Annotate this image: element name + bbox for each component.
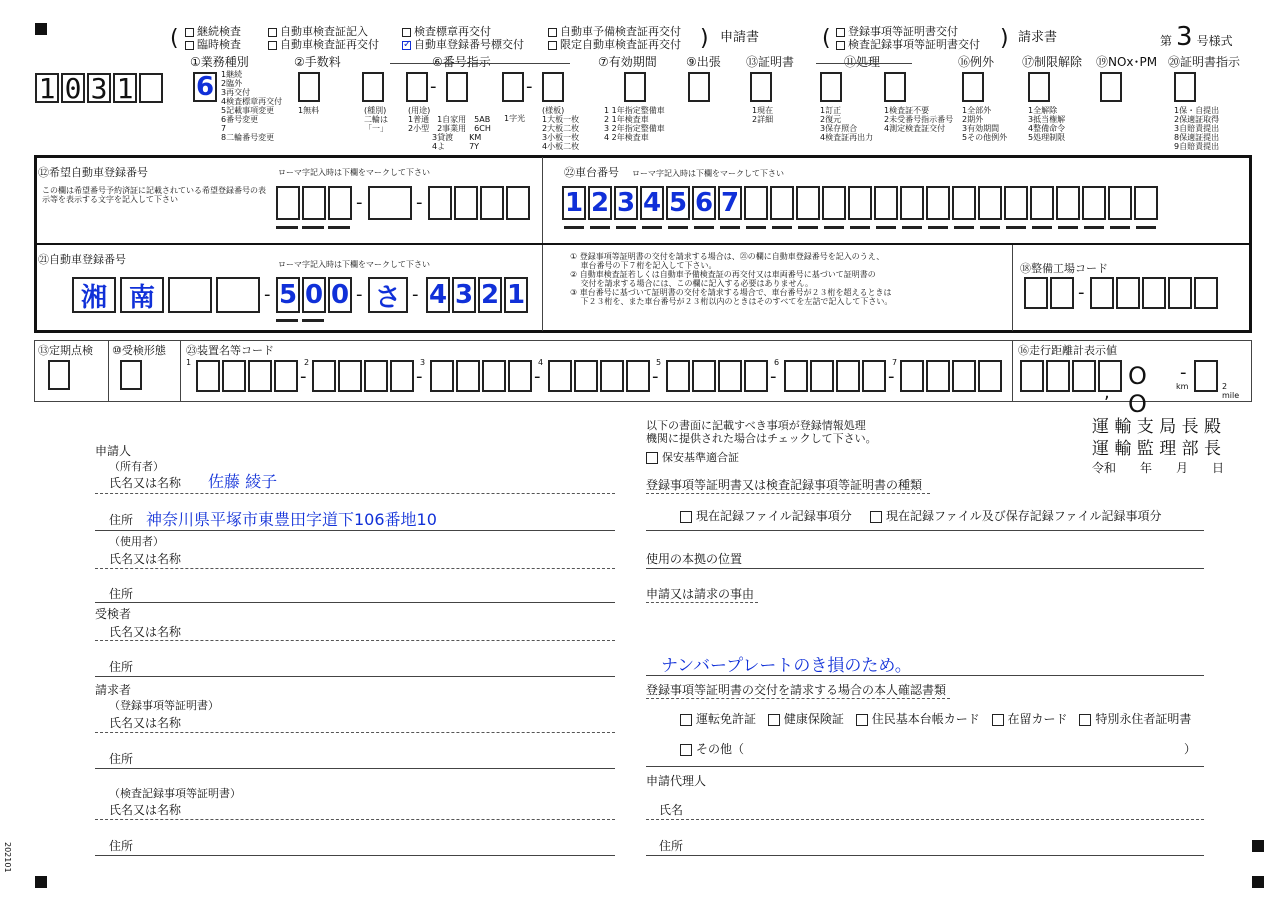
chassis-digit[interactable] xyxy=(1134,186,1158,220)
owner-address[interactable]: 神奈川県平塚市東豊田字道下106番地10 xyxy=(146,510,437,529)
device-digit[interactable] xyxy=(456,360,480,392)
device-digit[interactable] xyxy=(222,360,246,392)
requester-name-label: 氏名又は名称 xyxy=(109,716,182,730)
f6-notes-use: (用途) 1普通 1自家用 5AB 2小型 2事業用 6CH 3貸渡 KM 4よ 7Y xyxy=(408,106,491,151)
reg-roman-mark[interactable] xyxy=(302,319,324,322)
owner-name[interactable]: 佐藤 綾子 xyxy=(208,472,278,491)
reg-class-digit[interactable]: 0 xyxy=(328,277,352,313)
device-digit[interactable] xyxy=(718,360,742,392)
check-plate-issue[interactable]: ✓ 自動車登録番号標交付 xyxy=(403,38,524,51)
examinee-name-label: 氏名又は名称 xyxy=(109,625,182,639)
reg-class-digit[interactable]: 0 xyxy=(302,277,326,313)
check-temporary[interactable]: 臨時検査 xyxy=(185,38,241,51)
f16-notes: 1全部外 2期外 3有効期間 5その他例外 xyxy=(962,106,1008,142)
id-doc-residence[interactable]: 在留カード xyxy=(992,712,1068,726)
reg-place-char[interactable]: 湘 xyxy=(72,277,116,313)
agent-address-line xyxy=(646,855,1204,856)
header-checks-col5 xyxy=(836,25,980,51)
reg-label: ㉑自動車登録番号 xyxy=(38,253,126,266)
device-label: ㉓装置名等コード xyxy=(186,344,274,357)
f16-exception-box[interactable] xyxy=(962,72,984,102)
odometer-digit[interactable] xyxy=(1072,360,1096,392)
reg-dash: - xyxy=(264,284,271,305)
odometer-digit[interactable] xyxy=(1020,360,1044,392)
desired-box[interactable] xyxy=(506,186,530,220)
f11-bracket xyxy=(816,63,912,64)
chassis-digit[interactable]: 6 xyxy=(692,186,716,220)
id-doc-insurance[interactable]: 健康保険証 xyxy=(768,712,844,726)
chassis-roman-mark[interactable] xyxy=(928,226,948,229)
agent-label: 申請代理人 xyxy=(646,774,707,788)
header-checks-col4 xyxy=(548,25,681,51)
registration-mark-bottom-left xyxy=(35,876,47,888)
roman-mark[interactable] xyxy=(302,226,324,229)
chassis-roman-mark[interactable] xyxy=(668,226,688,229)
office-code-digit[interactable]: 0 xyxy=(61,73,85,103)
device-group-index: 4 xyxy=(538,358,544,367)
factory-digit[interactable] xyxy=(1090,277,1114,309)
f6-bracket xyxy=(390,63,570,64)
factory-label: ⑱整備工場コード xyxy=(1020,262,1108,275)
chassis-roman-mark[interactable] xyxy=(1136,226,1156,229)
device-digit[interactable] xyxy=(600,360,624,392)
desired-box[interactable] xyxy=(328,186,352,220)
chassis-digit[interactable] xyxy=(900,186,924,220)
requester-address-line xyxy=(95,768,615,769)
requester2-address-label: 住所 xyxy=(109,839,134,853)
applicant-label: 申請人 xyxy=(95,444,132,458)
header-checks-col3 xyxy=(402,25,524,51)
f17-label: ⑰制限解除 xyxy=(1022,55,1083,69)
id-doc-other-close: ） xyxy=(1184,742,1197,756)
odometer-comma: , xyxy=(1104,382,1110,403)
chassis-roman-mark[interactable] xyxy=(642,226,662,229)
chassis-roman-mark[interactable] xyxy=(954,226,974,229)
chassis-roman-mark[interactable] xyxy=(824,226,844,229)
request-title: 請求書 xyxy=(1018,30,1058,45)
reg-number-digit[interactable]: 4 xyxy=(426,277,450,313)
reason-underline xyxy=(646,602,758,603)
desired-roman-note: ローマ字記入時は下欄をマークして下さい xyxy=(278,168,430,177)
f6-use-box-2[interactable] xyxy=(446,72,468,102)
inspection-label: ⑩受検形態 xyxy=(112,344,166,357)
chassis-digit[interactable] xyxy=(796,186,820,220)
odometer-dash: - xyxy=(1180,362,1187,383)
user-name-line xyxy=(95,568,615,569)
f19-label: ⑲NOx･PM xyxy=(1096,55,1158,69)
desired-box[interactable] xyxy=(276,186,300,220)
f20-cert-instr-box[interactable] xyxy=(1174,72,1196,102)
desired-box[interactable] xyxy=(428,186,452,220)
periodic-label: ⑬定期点検 xyxy=(38,344,93,357)
chassis-digit[interactable]: 4 xyxy=(640,186,664,220)
check-continuing[interactable]: 継続検査 xyxy=(185,25,241,38)
f2-note: 1無料 xyxy=(298,106,320,115)
roman-mark[interactable] xyxy=(276,226,298,229)
check-reg-cert[interactable]: 登録事項等証明書交付 xyxy=(836,25,980,38)
device-digit[interactable] xyxy=(574,360,598,392)
f17-release-box[interactable] xyxy=(1028,72,1050,102)
registration-mark-right-1 xyxy=(1252,840,1264,852)
header-checks-col2 xyxy=(268,25,379,51)
reg-roman-note: ローマ字記入時は下欄をマークして下さい xyxy=(278,260,430,269)
reg-dash-2: - xyxy=(356,284,363,305)
f1-label: ①業務種別 xyxy=(190,55,249,69)
insp-cert-label: （検査記録事項等証明書） xyxy=(109,787,241,800)
header-paren-close: ) xyxy=(700,26,709,51)
odometer-km: km xyxy=(1176,382,1189,391)
chassis-digit[interactable] xyxy=(874,186,898,220)
chassis-digit[interactable] xyxy=(1108,186,1132,220)
f6-type-box[interactable] xyxy=(362,72,384,102)
desired-box[interactable] xyxy=(480,186,504,220)
device-dash: - xyxy=(652,366,659,387)
f11-label: ⑪処理 xyxy=(844,55,881,69)
factory-digit[interactable] xyxy=(1168,277,1192,309)
f6-dash-2: - xyxy=(526,76,533,97)
reg-kana[interactable]: さ xyxy=(368,277,408,313)
id-doc-basic-resident[interactable]: 住民基本台帳カード xyxy=(856,712,980,726)
header-paren-open: ( xyxy=(170,26,179,51)
check-cert-reissue[interactable]: 自動車検査証再交付 xyxy=(268,38,379,51)
row3-div2 xyxy=(180,340,181,402)
device-dash: - xyxy=(300,366,307,387)
requester-address-label: 住所 xyxy=(109,752,134,766)
chassis-note: ローマ字記入時は下欄をマークして下さい xyxy=(632,169,784,178)
owner-label: （所有者） xyxy=(109,460,164,473)
chassis-digit[interactable]: 2 xyxy=(588,186,612,220)
f6-notes-plate: (様板) 1大板一枚 2大板二枚 3小板一枚 4小板二枚 xyxy=(542,106,580,151)
reg-number-digit[interactable]: 3 xyxy=(452,277,476,313)
desired-kana-box[interactable] xyxy=(368,186,412,220)
user-name-label: 氏名又は名称 xyxy=(109,552,182,566)
check-sticker-reissue[interactable]: 検査標章再交付 xyxy=(402,25,524,38)
device-group-index: 1 xyxy=(186,358,192,367)
chassis-digit[interactable]: 5 xyxy=(666,186,690,220)
desired-dash-2: - xyxy=(416,192,423,213)
check-insp-cert[interactable]: 検査記録事項等証明書交付 xyxy=(836,38,980,51)
reason-text[interactable]: ナンバープレートのき損のため。 xyxy=(661,656,912,676)
f1-business-type-box[interactable]: 6 xyxy=(193,72,217,102)
owner-address-label: 住所 xyxy=(109,513,134,527)
device-group-index: 6 xyxy=(774,358,780,367)
mid-hdivider xyxy=(36,243,1250,245)
chassis-digit[interactable] xyxy=(1056,186,1080,220)
desired-note: この欄は希望番号予約済証に記載されている希望登録番号の表示等を表示する文字を記入して下さい xyxy=(42,186,266,204)
odometer-mile: 2 mile xyxy=(1222,382,1240,400)
check-prelim-reissue[interactable]: 自動車予備検査証再交付 xyxy=(548,25,681,38)
location-line xyxy=(646,568,1204,569)
chassis-roman-mark[interactable] xyxy=(1110,226,1130,229)
chassis-roman-mark[interactable] xyxy=(850,226,870,229)
device-digit[interactable] xyxy=(810,360,834,392)
odometer-digit[interactable] xyxy=(1046,360,1070,392)
chassis-roman-mark[interactable] xyxy=(1032,226,1052,229)
examinee-name-line xyxy=(95,640,615,641)
device-digit[interactable] xyxy=(784,360,808,392)
f16-label: ⑯例外 xyxy=(958,55,995,69)
owner-name-line xyxy=(95,493,615,494)
check-limited-reissue[interactable]: 限定自動車検査証再交付 xyxy=(548,38,681,51)
examinee-label: 受検者 xyxy=(95,607,132,621)
factory-divider xyxy=(1012,245,1013,331)
device-digit[interactable] xyxy=(666,360,690,392)
device-dash: - xyxy=(416,366,423,387)
roman-mark[interactable] xyxy=(328,226,350,229)
device-digit[interactable] xyxy=(952,360,976,392)
check-cert-entry[interactable]: 自動車検査証記入 xyxy=(268,25,379,38)
chassis-digit[interactable] xyxy=(1004,186,1028,220)
f13-notes: 1現在 2詳細 xyxy=(752,106,774,124)
location-label: 使用の本拠の位置 xyxy=(646,552,743,566)
chassis-digit[interactable]: 3 xyxy=(614,186,638,220)
desired-dash: - xyxy=(356,192,363,213)
office-code-digit[interactable] xyxy=(139,73,163,103)
device-digit[interactable] xyxy=(744,360,768,392)
f19-nox-box[interactable] xyxy=(1100,72,1122,102)
chassis-digit[interactable] xyxy=(926,186,950,220)
device-digit[interactable] xyxy=(626,360,650,392)
factory-digit[interactable] xyxy=(1050,277,1074,309)
chassis-digit[interactable] xyxy=(770,186,794,220)
f7-validity-box[interactable] xyxy=(624,72,646,102)
chassis-roman-mark[interactable] xyxy=(902,226,922,229)
device-group-index: 2 xyxy=(304,358,310,367)
reason-line xyxy=(646,675,1204,676)
device-group-index: 3 xyxy=(420,358,426,367)
reg-place-char[interactable]: 南 xyxy=(120,277,164,313)
desired-label: ⑫希望自動車登録番号 xyxy=(38,166,148,179)
f9-label: ⑨出張 xyxy=(686,55,721,69)
agent-address-label: 住所 xyxy=(659,839,684,853)
agent-name-line xyxy=(646,819,1204,820)
examinee-address-line xyxy=(95,676,615,677)
requester2-name-label: 氏名又は名称 xyxy=(109,803,182,817)
user-address-label: 住所 xyxy=(109,587,134,601)
reg-number-digit[interactable]: 1 xyxy=(504,277,528,313)
office-code-digit[interactable]: 3 xyxy=(87,73,111,103)
device-digit[interactable] xyxy=(836,360,860,392)
id-doc-label: 登録事項等証明書の交付を請求する場合の本人確認書類 xyxy=(646,683,947,697)
registration-mark-bottom-right xyxy=(1252,876,1264,888)
user-label: （使用者） xyxy=(109,535,164,548)
device-digit[interactable] xyxy=(248,360,272,392)
chassis-digit[interactable] xyxy=(744,186,768,220)
id-doc-special-perm[interactable]: 特別永住者証明書 xyxy=(1079,712,1191,726)
reg-class-digit[interactable]: 5 xyxy=(276,277,300,313)
reg-dash-3: - xyxy=(412,284,419,305)
odometer-label: ⑯走行距離計表示値 xyxy=(1018,344,1117,357)
f11-proc-box-2[interactable] xyxy=(884,72,906,102)
checkmark-icon: ✓ xyxy=(403,38,412,50)
device-digit[interactable] xyxy=(482,360,506,392)
device-digit[interactable] xyxy=(926,360,950,392)
chassis-roman-mark[interactable] xyxy=(1006,226,1026,229)
chassis-digit[interactable] xyxy=(822,186,846,220)
cert-opt1[interactable]: 現在記録ファイル記録事項分 xyxy=(680,509,852,523)
requester2-address-line xyxy=(95,855,615,856)
f6-plate-box[interactable] xyxy=(542,72,564,102)
chassis-digit[interactable] xyxy=(952,186,976,220)
chassis-label: ㉒車台番号 xyxy=(564,166,619,179)
device-digit[interactable] xyxy=(978,360,1002,392)
device-group-index: 7 xyxy=(892,358,898,367)
device-digit[interactable] xyxy=(508,360,532,392)
agent-name-label: 氏名 xyxy=(659,803,684,817)
office-code-digit[interactable]: 1 xyxy=(113,73,137,103)
device-dash: - xyxy=(534,366,541,387)
f6-use-box-1[interactable] xyxy=(406,72,428,102)
periodic-box[interactable] xyxy=(48,360,70,390)
owner-name-label: 氏名又は名称 xyxy=(109,476,182,490)
device-digit[interactable] xyxy=(862,360,886,392)
device-digit[interactable] xyxy=(364,360,388,392)
f17-notes: 1全解除 3抵当権解 4整備命令 5処理制限 xyxy=(1028,106,1066,142)
cert-type-line xyxy=(646,530,1204,531)
header-checks-col1 xyxy=(185,25,241,51)
chassis-digit[interactable]: 7 xyxy=(718,186,742,220)
f11-notes-a: 1訂正 2復元 3保存照合 4検査証再出力 xyxy=(820,106,874,142)
form-number: 第 3 号様式 xyxy=(1160,22,1233,52)
device-digit[interactable] xyxy=(430,360,454,392)
inspection-box[interactable] xyxy=(120,360,142,390)
factory-dash: - xyxy=(1078,282,1085,303)
chassis-roman-mark[interactable] xyxy=(1084,226,1104,229)
chassis-digit[interactable] xyxy=(1030,186,1054,220)
requester-name-line xyxy=(95,732,615,733)
examinee-address-label: 住所 xyxy=(109,660,134,674)
instructions: ① 登録事項等証明書の交付を請求する場合は、㉑の欄に自動車登録番号を記入のうえ、 車台番号の下７桁を記入して下さい。 ② 自動車検査証若しくは自動車予備検査証の再交付又は車両番号に基づいて証明書の 交付を請求する場合には、この欄に記入する必要はありません。 ③ 車台番号に基づいて証明書の交付を請求する場合で、車台番号が２３桁を超えるときは 下２３桁を、また車台番号が２３桁以内のときはそのすべてを左詰で記入して下さい。 xyxy=(570,252,893,306)
f1-options: 1継続 2臨外 3再交付 4検査標章再交付 5記載事項変更 6番号変更 7 8二輪番号変更 xyxy=(221,70,283,142)
id-doc-options xyxy=(680,712,1191,726)
requester2-name-line xyxy=(95,819,615,820)
device-digit[interactable] xyxy=(548,360,572,392)
chassis-roman-mark[interactable] xyxy=(980,226,1000,229)
safety-cert-check[interactable]: 保安基準適合証 xyxy=(646,451,739,464)
id-doc-license[interactable]: 運転免許証 xyxy=(680,712,756,726)
row3-div1 xyxy=(108,340,109,402)
chassis-roman-mark[interactable] xyxy=(694,226,714,229)
f2-label: ②手数料 xyxy=(294,55,341,69)
application-title: 申請書 xyxy=(720,30,760,45)
odometer-digit[interactable] xyxy=(1098,360,1122,392)
id-doc-line xyxy=(646,766,1204,767)
header-paren2-close: ) xyxy=(1000,26,1009,51)
office-code-digit[interactable]: 1 xyxy=(35,73,59,103)
f13-cert-box[interactable] xyxy=(750,72,772,102)
chassis-roman-mark[interactable] xyxy=(590,226,610,229)
chassis-digit[interactable]: 1 xyxy=(562,186,586,220)
f7-notes: 1 1年指定整備車 2 1年検査車 3 2年指定整備車 4 2年検査車 xyxy=(604,106,665,142)
row3-div3 xyxy=(1012,340,1013,402)
header-paren2-open: ( xyxy=(822,26,831,51)
user-address-line xyxy=(95,602,615,603)
factory-digit[interactable] xyxy=(1116,277,1140,309)
chassis-roman-mark[interactable] xyxy=(798,226,818,229)
device-dash: - xyxy=(888,366,895,387)
reg-number-digit[interactable]: 2 xyxy=(478,277,502,313)
f13-label: ⑬証明書 xyxy=(746,55,795,69)
f2-fee-box[interactable] xyxy=(298,72,320,102)
f9-trip-box[interactable] xyxy=(688,72,710,102)
odometer-zeros: O O xyxy=(1128,362,1149,418)
chassis-roman-mark[interactable] xyxy=(720,226,740,229)
f20-notes: 1保・自提出 2保適証取得 3自賠責提出 8保適証提出 9自賠責提出 xyxy=(1174,106,1220,151)
f11-proc-box-1[interactable] xyxy=(820,72,842,102)
device-digit[interactable] xyxy=(390,360,414,392)
factory-digit[interactable] xyxy=(1194,277,1218,309)
desired-box[interactable] xyxy=(454,186,478,220)
f6-notes-type: (種別) 二輪は 「一」 xyxy=(364,106,388,133)
f6-notes-char: 1字光 xyxy=(504,114,526,123)
odometer-unit-box[interactable] xyxy=(1194,360,1218,392)
device-digit[interactable] xyxy=(274,360,298,392)
addressee: 運 輸 支 局 長 殿 運 輸 監 理 部 長 xyxy=(1092,417,1222,459)
desired-box[interactable] xyxy=(302,186,326,220)
f6-char-box[interactable] xyxy=(502,72,524,102)
chassis-roman-mark[interactable] xyxy=(772,226,792,229)
device-dash: - xyxy=(770,366,777,387)
chassis-roman-mark[interactable] xyxy=(616,226,636,229)
cert-type-underline xyxy=(646,493,930,494)
device-digit[interactable] xyxy=(312,360,336,392)
reason-label: 申請又は請求の事由 xyxy=(646,587,755,601)
f6-label: ⑥番号指示 xyxy=(432,55,491,69)
factory-digit[interactable] xyxy=(1142,277,1166,309)
f7-label: ⑦有効期間 xyxy=(598,55,657,69)
chassis-digit[interactable] xyxy=(1082,186,1106,220)
chassis-digit[interactable] xyxy=(978,186,1002,220)
reg-cert-label: （登録事項等証明書） xyxy=(109,699,219,712)
chassis-roman-mark[interactable] xyxy=(1058,226,1078,229)
reg-place-char[interactable] xyxy=(168,277,212,313)
reg-place-char[interactable] xyxy=(216,277,260,313)
chassis-digit[interactable] xyxy=(848,186,872,220)
footer-code: 202101 xyxy=(3,842,12,873)
f20-label: ⑳証明書指示 xyxy=(1168,55,1241,69)
requester-label: 請求者 xyxy=(95,683,132,697)
reg-roman-mark[interactable] xyxy=(276,319,298,322)
check-intro: 以下の書面に記載すべき事項が登録情報処理 機関に提供された場合はチェックして下さい。 xyxy=(646,419,877,445)
device-digit[interactable] xyxy=(196,360,220,392)
owner-address-line xyxy=(95,530,615,531)
id-doc-underline xyxy=(646,698,950,699)
cert-opt2[interactable]: 現在記録ファイル及び保存記録ファイル記録事項分 xyxy=(870,509,1162,523)
f11-notes-b: 1検査証不要 2未受番号指示番号 4測定検査証交付 xyxy=(884,106,954,133)
device-digit[interactable] xyxy=(338,360,362,392)
date-line: 令和 年 月 日 xyxy=(1092,461,1225,475)
f6-dash: - xyxy=(430,76,437,97)
chassis-roman-mark[interactable] xyxy=(564,226,584,229)
device-digit[interactable] xyxy=(692,360,716,392)
registration-mark-top-left xyxy=(35,23,47,35)
cert-type-label: 登録事項等証明書又は検査記録事項等証明書の種類 xyxy=(646,478,923,492)
id-doc-other[interactable]: その他（ xyxy=(680,742,744,756)
device-group-index: 5 xyxy=(656,358,662,367)
device-digit[interactable] xyxy=(900,360,924,392)
factory-digit[interactable] xyxy=(1024,277,1048,309)
chassis-roman-mark[interactable] xyxy=(746,226,766,229)
chassis-roman-mark[interactable] xyxy=(876,226,896,229)
